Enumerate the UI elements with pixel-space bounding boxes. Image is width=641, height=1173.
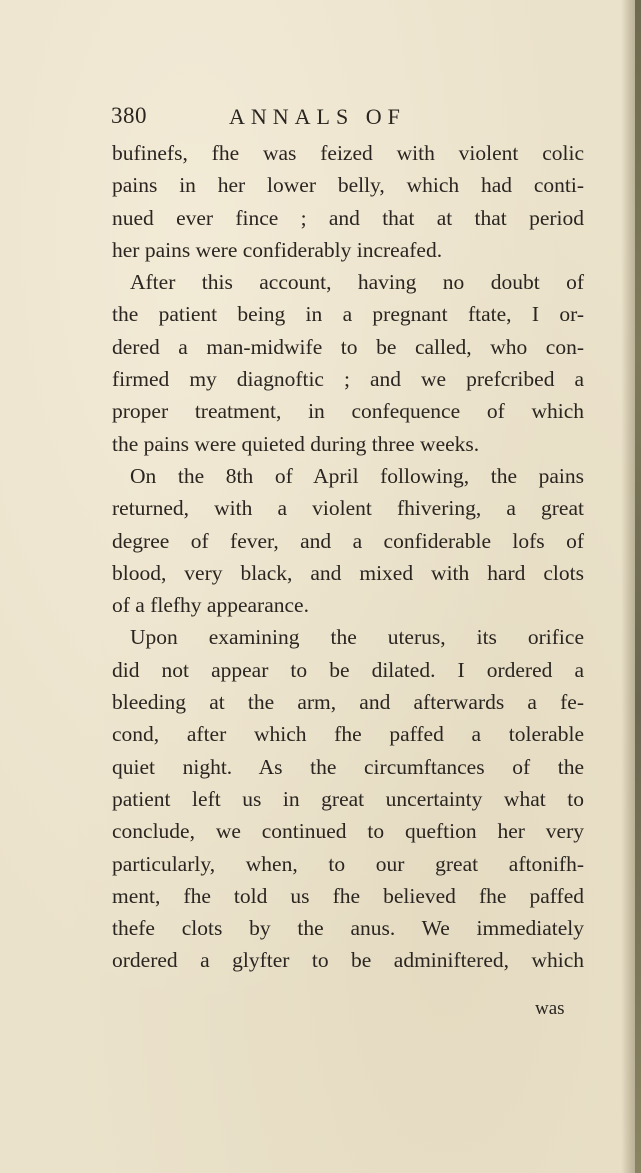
page-header bbox=[111, 103, 551, 135]
text-line: degree of fever, and a confiderable lofs of bbox=[112, 528, 584, 553]
page-edge bbox=[635, 0, 641, 1173]
text-line: ment, fhe told us fhe believed fhe paffed bbox=[112, 883, 584, 908]
text-line: the pains were quieted during three weeks. bbox=[112, 431, 480, 456]
text-line: conclude, we continued to queftion her very bbox=[112, 819, 584, 844]
text-line: returned, with a violent fhivering, a great bbox=[112, 496, 584, 521]
text-line: On the 8th of April following, the pains bbox=[130, 463, 584, 488]
text-line: patient left us in great uncertainty what to bbox=[112, 786, 584, 811]
text-line: ordered a glyfter to be adminiftered, which bbox=[112, 948, 584, 973]
body-text bbox=[112, 137, 584, 977]
text-line: thefe clots by the anus. We immediately bbox=[112, 916, 584, 941]
text-line: quiet night. As the circumftances of the bbox=[112, 754, 584, 779]
text-line: pains in her lower belly, which had conti- bbox=[112, 173, 584, 198]
text-line: particularly, when, to our great aftonifh- bbox=[112, 851, 584, 876]
text-line: bleeding at the arm, and afterwards a fe- bbox=[112, 690, 584, 715]
text-line: of a flefhy appearance. bbox=[112, 593, 309, 618]
text-line: her pains were confiderably increafed. bbox=[112, 237, 443, 262]
text-line: nued ever fince ; and that at that period bbox=[112, 205, 584, 230]
page-number: 380 bbox=[111, 103, 147, 128]
text-line: After this account, having no doubt of bbox=[130, 270, 584, 295]
text-line: Upon examining the uterus, its orifice bbox=[130, 625, 584, 650]
running-head: ANNALS OF bbox=[229, 104, 406, 129]
text-line: cond, after which fhe paffed a tolerable bbox=[112, 722, 584, 747]
text-line: firmed my diagnoftic ; and we prefcribed a bbox=[112, 367, 584, 392]
catchword: was bbox=[535, 998, 565, 1019]
text-line: blood, very black, and mixed with hard clots bbox=[112, 560, 584, 585]
text-line: did not appear to be dilated. I ordered a bbox=[112, 657, 584, 682]
text-line: proper treatment, in confequence of which bbox=[112, 399, 584, 424]
text-line: dered a man-midwife to be called, who con- bbox=[112, 334, 584, 359]
text-line: bufinefs, fhe was feized with violent colic bbox=[112, 141, 584, 165]
text-line: the patient being in a pregnant ftate, I or- bbox=[112, 302, 584, 327]
